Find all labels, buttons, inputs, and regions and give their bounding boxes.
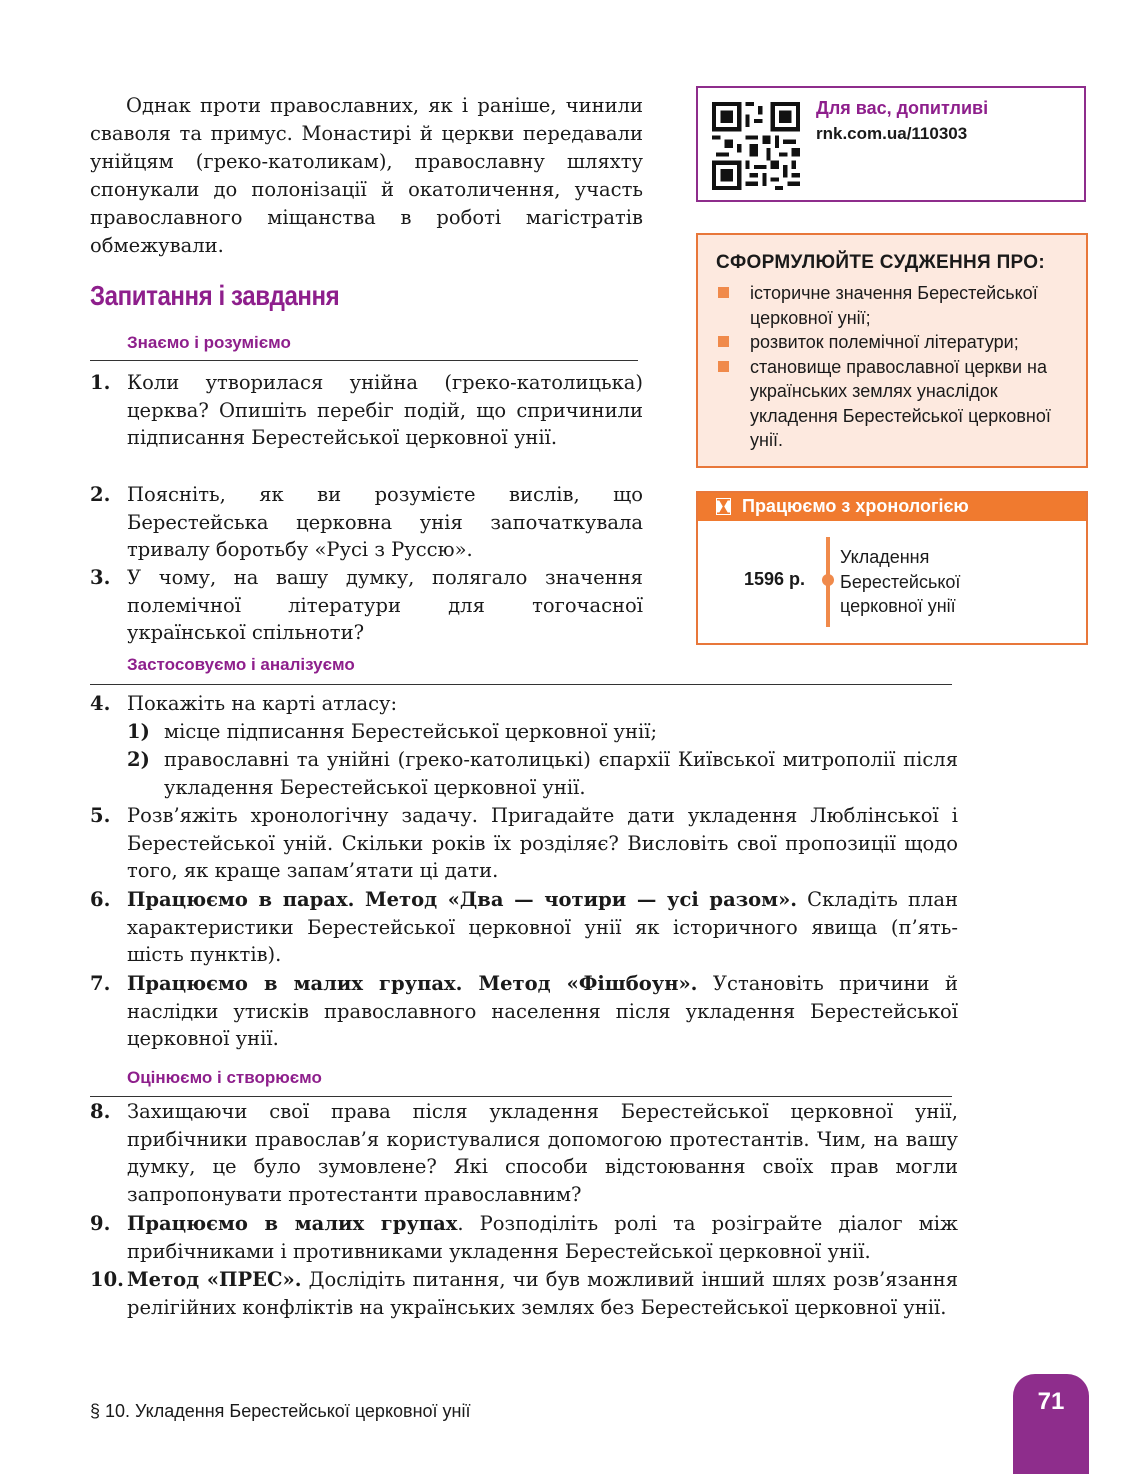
intro-paragraph: Однак проти православних, як і раніше, чинили сваволя та примус. Монастирі й церкви передавали унійцям (греко-католикам), православну шляхту спонукали до полонізації й окатоличення, участь православного міщанства в роботі магістратів обмежували. [90, 94, 643, 257]
section-title: Запитання і завдання [90, 280, 340, 311]
question-text: У чому, на вашу думку, полягало значення полемічної літератури для тогочасної української спільноти? [127, 566, 643, 644]
question-text: Захищаючи свої права після укладення Берестейської церковної унії, прибічники православ’я користувалися допомогою протестантів. Чим, на вашу думку, це було зумовлене? Які способи відстоювання своїх прав могли запропонувати протестанти православним? [127, 1100, 958, 1206]
subhead-evaluate: Оцінюємо і створюємо [127, 1068, 322, 1087]
sub-number: 1) [127, 720, 150, 743]
divider [90, 1096, 952, 1097]
question-number: 8. [90, 1100, 111, 1123]
subhead-apply: Застосовуємо і аналізуємо [127, 655, 355, 674]
divider [90, 360, 638, 361]
qr-panel [696, 86, 1086, 202]
question-2 [90, 481, 643, 564]
question-number: 3. [90, 566, 111, 589]
divider [90, 684, 952, 685]
question-6 [90, 886, 958, 969]
question-text: Покажіть на карті атласу: [127, 692, 398, 715]
list-item: становище православної церкви на українських землях унаслідок укладення Берестейської церковної унії. [716, 355, 1076, 453]
method-label: Метод «ПРЕС». [127, 1268, 302, 1291]
qr-link[interactable]: rnk.com.ua/110303 [816, 124, 968, 143]
method-label: Працюємо в парах. Метод «Два — чотири — усі разом». [127, 888, 798, 911]
question-number: 2. [90, 483, 111, 506]
question-4-sub-1 [90, 718, 958, 746]
sub-text: православні та унійні (греко-католицькі) єпархії Київської митрополії після укладення Берестейської церковної унії. [164, 748, 958, 799]
question-text: . Розподіліть ролі та розіграйте діалог між прибічниками і противниками укладення Берестейської церковної унії. [127, 1212, 958, 1263]
timeline-event-line: церковної унії [840, 596, 956, 616]
hourglass-icon [716, 498, 731, 515]
list-item: історичне значення Берестейської церковної унії; [716, 281, 1076, 330]
question-number: 10. [90, 1268, 124, 1291]
page-footer: § 10. Укладення Берестейської церковної унії [90, 1401, 471, 1421]
question-text: Установіть причини й наслідки утисків православного населення після укладення Берестейської церковної унії. [127, 972, 959, 1050]
timeline-date: 1596 р. [744, 569, 806, 589]
question-4-sub-2 [90, 746, 958, 801]
qr-code-icon[interactable] [712, 102, 800, 190]
question-3 [90, 564, 643, 647]
question-text: Коли утворилася унійна (греко-католицька) церква? Опишіть перебіг подій, що спричинили підписання Берестейської церковної унії. [127, 371, 643, 449]
question-text: Складіть план характеристики Берестейської церковної унії як історичного явища (п’ять-шість пунктів). [127, 888, 958, 966]
question-number: 6. [90, 888, 111, 911]
page-number-tab [1013, 1374, 1089, 1474]
question-number: 5. [90, 804, 111, 827]
question-10 [90, 1266, 958, 1321]
method-label: Працюємо в малих групах [127, 1212, 458, 1235]
question-number: 9. [90, 1212, 111, 1235]
question-8 [90, 1098, 958, 1208]
chronology-title: Працюємо з хронологією [742, 496, 969, 516]
chronology-panel [696, 491, 1088, 645]
list-item: розвиток полемічної літератури; [716, 330, 1076, 355]
judgement-title: СФОРМУЛЮЙТЕ СУДЖЕННЯ ПРО: [716, 252, 1045, 273]
page-number: 71 [1037, 1388, 1065, 1415]
question-text: Розв’яжіть хронологічну задачу. Пригадайте дати укладення Люблінської і Берестейської уній. Скільки років їх розділяє? Висловіть свої пропозиції щодо того, як краще запам’ятати ці дати. [127, 804, 958, 882]
question-7 [90, 970, 958, 1053]
timeline-event-line: Берестейської [840, 571, 961, 592]
sub-number: 2) [127, 748, 150, 771]
qr-title: Для вас, допитливі [816, 98, 989, 118]
question-number: 4. [90, 692, 111, 715]
question-text: Дослідіть питання, чи був можливий інший шлях розв’язання релігійних конфліктів на українських землях без Берестейської церковної унії. [127, 1268, 958, 1319]
chronology-header [698, 493, 1086, 521]
question-5 [90, 802, 958, 885]
timeline-event [840, 545, 960, 619]
timeline-event-line: Укладення [840, 547, 930, 567]
question-text: Поясніть, як ви розумієте вислів, що Берестейська церковна унія започаткувала тривалу боротьбу «Русі з Руссю». [127, 483, 643, 561]
question-4 [90, 690, 958, 718]
question-1 [90, 369, 643, 452]
question-number: 1. [90, 371, 111, 394]
question-number: 7. [90, 972, 111, 995]
judgement-list [716, 281, 1076, 453]
judgement-panel [696, 233, 1088, 468]
question-9 [90, 1210, 958, 1265]
subhead-know: Знаємо і розуміємо [127, 333, 291, 352]
method-label: Працюємо в малих групах. Метод «Фішбоун». [127, 972, 698, 995]
timeline-dot [822, 574, 834, 586]
sub-text: місце підписання Берестейської церковної унії; [164, 720, 658, 743]
